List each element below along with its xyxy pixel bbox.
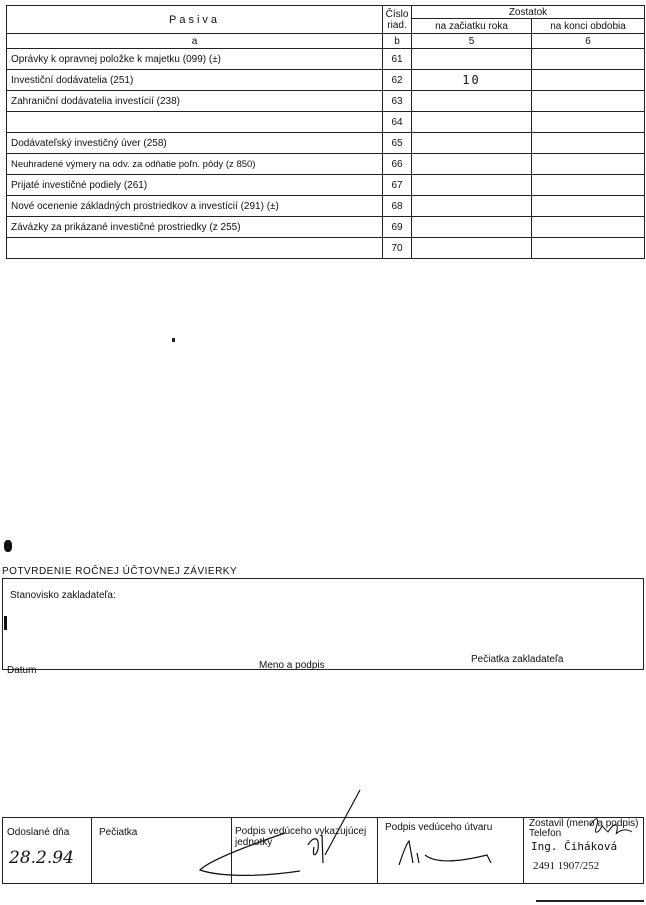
subheader-6: 6 (532, 34, 645, 49)
row-label: Neuhradené výmery na odv. za odňatie poľn. pôdy (z 850) (7, 154, 383, 175)
row-number: 67 (383, 175, 412, 196)
row-end-value (532, 49, 645, 70)
table-row (7, 196, 645, 217)
row-end-value (532, 133, 645, 154)
col-start-header: na začiatku roka (412, 19, 532, 34)
row-label: Oprávky k opravnej položke k majetku (099) (±) (7, 49, 383, 70)
row-start-value (412, 154, 532, 175)
pasiva-title-cell (7, 6, 383, 34)
table-row (7, 238, 645, 259)
table-row (7, 112, 645, 133)
subheader-5: 5 (412, 34, 532, 49)
row-start-value (412, 133, 532, 154)
row-end-value (532, 154, 645, 175)
signature-zostavil (586, 812, 636, 842)
row-label: Dodávateľský investičný úver (258) (7, 133, 383, 154)
peciatka-label: Pečiatka (99, 827, 138, 838)
pasiva-title: Pasiva (168, 13, 221, 26)
row-start-value (412, 217, 532, 238)
row-start-value: 10 (412, 70, 532, 91)
row-end-value (532, 238, 645, 259)
table-row (7, 91, 645, 112)
row-end-value (532, 217, 645, 238)
row-end-value (532, 112, 645, 133)
row-number: 62 (383, 70, 412, 91)
stanovisko-label: Stanovisko zakladateľa: (10, 590, 116, 601)
row-label (7, 112, 383, 133)
telefon-label: Telefon (529, 828, 562, 839)
row-label: Závázky za prikázané investičné prostriedky (z 255) (7, 217, 383, 238)
row-number: 69 (383, 217, 412, 238)
row-number: 63 (383, 91, 412, 112)
row-label (7, 238, 383, 259)
row-start-value (412, 238, 532, 259)
row-end-value (532, 196, 645, 217)
row-number: 65 (383, 133, 412, 154)
row-label: Zahraniční dodávatelia investícií (238) (7, 91, 383, 112)
zostavil-label: Zostavil (meno a podpis) (529, 818, 639, 829)
confirmation-box (2, 578, 644, 676)
row-start-value (412, 175, 532, 196)
odoslane-cell (3, 818, 92, 883)
table-row (7, 175, 645, 196)
row-end-value (532, 91, 645, 112)
row-start-value (412, 112, 532, 133)
pasiva-table (6, 5, 645, 259)
row-label: Investiční dodávatelia (251) (7, 70, 383, 91)
cislo-header: Číslo riad. (383, 6, 412, 34)
row-start-value (412, 91, 532, 112)
table-row (7, 49, 645, 70)
signature-veduceho-jednotky (190, 785, 380, 885)
zostatok-header: Zostatok (412, 6, 645, 19)
zostavil-name: Ing. Čiháková (531, 840, 618, 853)
row-end-value (532, 70, 645, 91)
row-start-value (412, 49, 532, 70)
col-end-header: na konci obdobia (532, 19, 645, 34)
confirmation-heading: POTVRDENIE ROČNEJ ÚČTOVNEJ ZÁVIERKY (2, 566, 238, 577)
table-row (7, 154, 645, 175)
row-label: Nové ocenenie základných prostriedkov a investícií (291) (±) (7, 196, 383, 217)
datum-label: Datum (7, 665, 37, 676)
row-number: 61 (383, 49, 412, 70)
subheader-a: a (7, 34, 383, 49)
page-edge (536, 900, 644, 902)
scan-speck (172, 338, 175, 342)
row-number: 64 (383, 112, 412, 133)
podpis-jednotky-label: Podpis vedúceho vykazujúcej jednotky (235, 826, 367, 848)
odoslane-date: 28.2.94 (9, 848, 74, 868)
odoslane-label: Odoslané dňa (7, 827, 70, 838)
row-label: Prijaté investičné podiely (261) (7, 175, 383, 196)
podpis-utvaru-label: Podpis vedúceho útvaru (385, 822, 493, 833)
row-number: 70 (383, 238, 412, 259)
telefon-number: 2491 1907/252 (533, 860, 600, 872)
scan-speck (4, 540, 12, 552)
subheader-b: b (383, 34, 412, 49)
row-end-value (532, 175, 645, 196)
table-row (7, 217, 645, 238)
row-number: 66 (383, 154, 412, 175)
table-row (7, 133, 645, 154)
table-row (7, 70, 645, 91)
row-number: 68 (383, 196, 412, 217)
peciatka-zakladatela-label: Pečiatka zakladateľa (471, 654, 564, 665)
signature-veduceho-utvaru (395, 835, 495, 875)
meno-podpis-label: Meno a podpis (259, 660, 325, 671)
row-start-value (412, 196, 532, 217)
